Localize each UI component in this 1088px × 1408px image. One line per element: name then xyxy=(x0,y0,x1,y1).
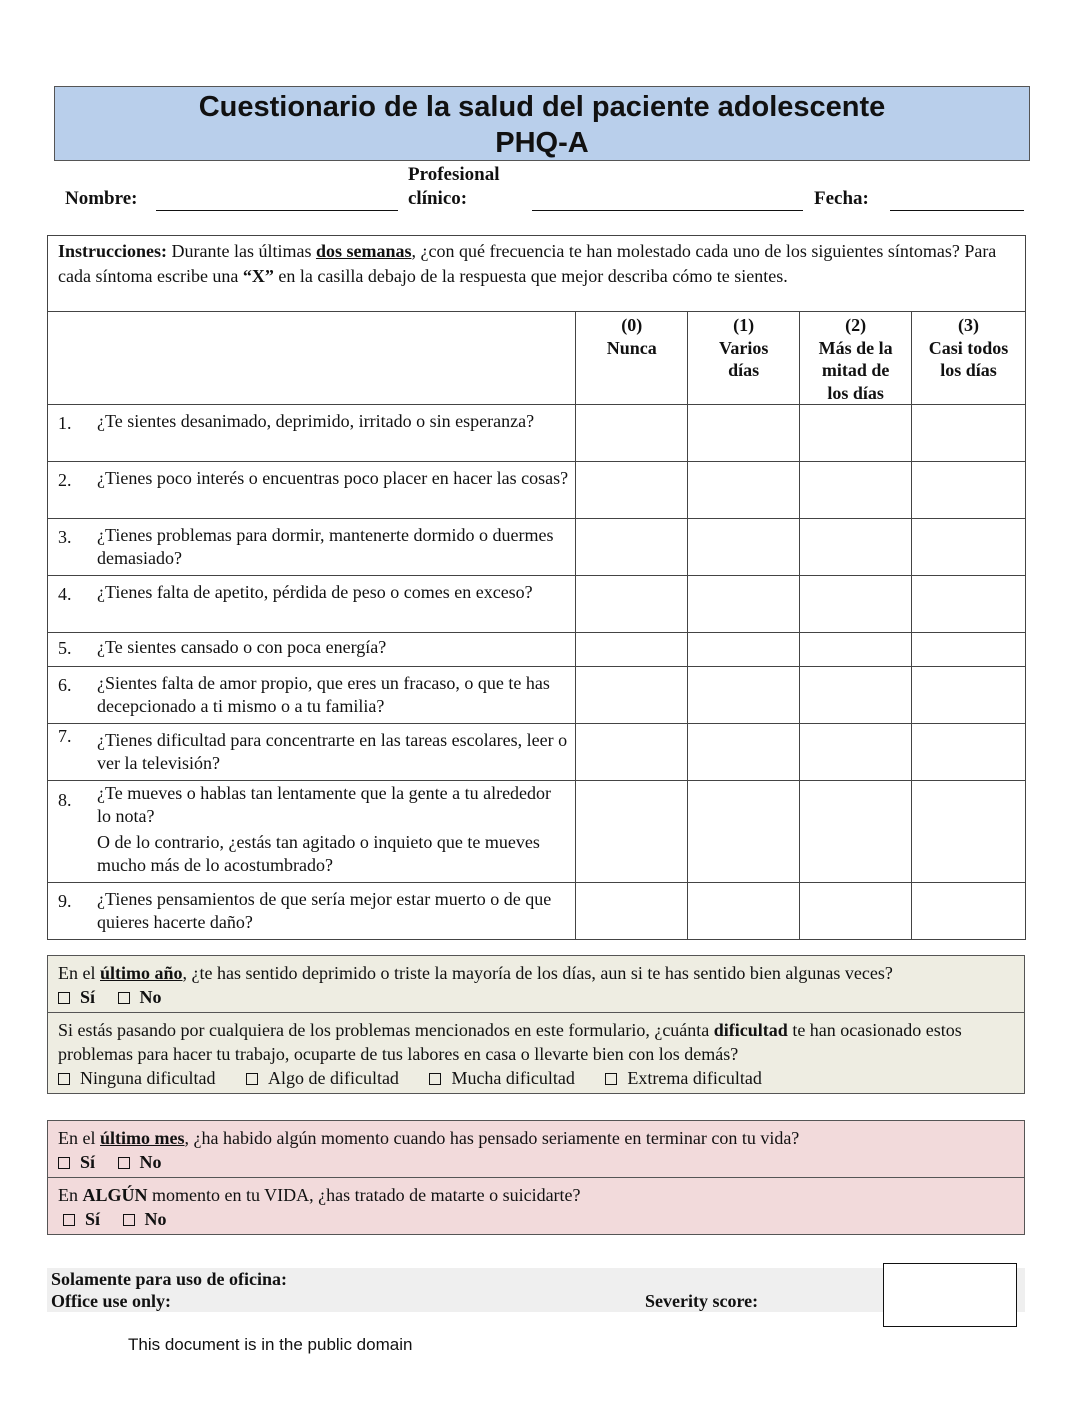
checkbox-icon xyxy=(58,1073,70,1085)
checkbox-icon xyxy=(429,1073,441,1085)
question-cell: 4. ¿Tienes falta de apetito, pérdida de peso o comes en exceso? xyxy=(48,576,576,633)
name-label: Nombre: xyxy=(65,188,138,209)
last-year-question: En el último año, ¿te has sentido deprimido o triste la mayoría de los días, aun si te has sentido bien algunas veces? Sí No xyxy=(58,963,893,1007)
last-year-yes-checkbox[interactable]: Sí xyxy=(58,985,95,1009)
answer-cell-q3-0[interactable] xyxy=(576,519,688,576)
x-mark: “X” xyxy=(242,265,274,286)
question-row xyxy=(48,462,1026,519)
difficulty-very-checkbox[interactable]: Mucha dificultad xyxy=(429,1066,574,1090)
office-use-label-en: Office use only: xyxy=(51,1291,171,1311)
column-header-row xyxy=(48,312,1026,405)
answer-cell-q6-0[interactable] xyxy=(576,667,688,724)
severity-score-label: Severity score: xyxy=(645,1291,759,1311)
patient-info-row xyxy=(54,162,1030,218)
answer-cell-q3-2[interactable] xyxy=(800,519,912,576)
answer-cell-q4-1[interactable] xyxy=(688,576,800,633)
suicide-risk-section xyxy=(47,1120,1025,1235)
name-field[interactable] xyxy=(156,210,398,211)
question-row xyxy=(48,883,1026,940)
clinician-field[interactable] xyxy=(532,210,803,211)
instructions: Instrucciones: Durante las últimas dos semanas, ¿con qué frecuencia te han molestado cada uno de los siguientes síntomas? Para cada síntoma escribe una “X” en la casilla debajo de la respuesta que mejor describa cómo te sientes. xyxy=(48,236,1026,312)
answer-cell-q8-3[interactable] xyxy=(912,781,1026,883)
checkbox-icon xyxy=(63,1214,75,1226)
question-row xyxy=(48,519,1026,576)
checkbox-icon xyxy=(118,1157,130,1169)
answer-cell-q3-3[interactable] xyxy=(912,519,1026,576)
answer-cell-q6-2[interactable] xyxy=(800,667,912,724)
answer-cell-q2-3[interactable] xyxy=(912,462,1026,519)
answer-cell-q9-0[interactable] xyxy=(576,883,688,940)
answer-cell-q7-2[interactable] xyxy=(800,724,912,781)
answer-cell-q3-1[interactable] xyxy=(688,519,800,576)
column-header-3: (3) Casi todos los días xyxy=(912,312,1026,405)
answer-cell-q7-0[interactable] xyxy=(576,724,688,781)
answer-cell-q8-1[interactable] xyxy=(688,781,800,883)
question-cell: 5. ¿Te sientes cansado o con poca energía? xyxy=(48,633,576,667)
additional-questions-section xyxy=(47,955,1025,1094)
answer-cell-q7-1[interactable] xyxy=(688,724,800,781)
difficulty-extreme-checkbox[interactable]: Extrema dificultad xyxy=(605,1066,761,1090)
checkbox-icon xyxy=(605,1073,617,1085)
office-use-label-es: Solamente para uso de oficina: xyxy=(51,1269,287,1289)
form-subtitle: PHQ-A xyxy=(495,127,589,159)
office-use-section xyxy=(47,1268,1025,1312)
checkbox-icon xyxy=(246,1073,258,1085)
last-month-yes-checkbox[interactable]: Sí xyxy=(58,1150,95,1174)
difficulty-question: Si estás pasando por cualquiera de los problemas mencionados en este formulario, ¿cuánta dificultad te han ocasionado estos problemas para hacer tu trabajo, ocuparte de tus labores en casa o llevarte bien con los demás? Ninguna dificultad Algo de dificultad Mucha dificultad Extrema dificultad xyxy=(48,1012,1024,1093)
answer-cell-q4-0[interactable] xyxy=(576,576,688,633)
instructions-label: Instrucciones: xyxy=(58,241,167,261)
answer-cell-q4-3[interactable] xyxy=(912,576,1026,633)
question-cell: 9. ¿Tienes pensamientos de que sería mejor estar muerto o de que quieres hacerte daño? xyxy=(48,883,576,940)
blank-header-cell xyxy=(48,312,576,405)
answer-cell-q9-2[interactable] xyxy=(800,883,912,940)
difficulty-none-checkbox[interactable]: Ninguna dificultad xyxy=(58,1066,215,1090)
question-cell: 6. ¿Sientes falta de amor propio, que eres un fracaso, o que te has decepcionado a ti mismo o a tu familia? xyxy=(48,667,576,724)
question-row xyxy=(48,576,1026,633)
answer-cell-q5-3[interactable] xyxy=(912,633,1026,667)
answer-cell-q7-3[interactable] xyxy=(912,724,1026,781)
answer-cell-q9-3[interactable] xyxy=(912,883,1026,940)
checkbox-icon xyxy=(118,992,130,1004)
answer-cell-q8-2[interactable] xyxy=(800,781,912,883)
question-row xyxy=(48,633,1026,667)
answer-cell-q1-3[interactable] xyxy=(912,405,1026,462)
answer-cell-q5-0[interactable] xyxy=(576,633,688,667)
question-row xyxy=(48,405,1026,462)
last-year-no-checkbox[interactable]: No xyxy=(118,985,162,1009)
column-header-0: (0) Nunca xyxy=(576,312,688,405)
answer-cell-q1-0[interactable] xyxy=(576,405,688,462)
checkbox-icon xyxy=(58,1157,70,1169)
question-cell: 2. ¿Tienes poco interés o encuentras poco placer en hacer las cosas? xyxy=(48,462,576,519)
answer-cell-q5-2[interactable] xyxy=(800,633,912,667)
answer-cell-q2-1[interactable] xyxy=(688,462,800,519)
difficulty-some-checkbox[interactable]: Algo de dificultad xyxy=(246,1066,399,1090)
clinician-label-line1: Profesional xyxy=(408,164,500,185)
answer-cell-q6-1[interactable] xyxy=(688,667,800,724)
instructions-emphasis: dos semanas xyxy=(315,241,412,261)
question-cell: 8. ¿Te mueves o hablas tan lentamente que la gente a tu alrededor lo nota? O de lo contrario, ¿estás tan agitado o inquieto que te mueves mucho más de lo acostumbrado? xyxy=(48,781,576,883)
form-title-banner xyxy=(54,86,1030,161)
last-month-question: En el último mes, ¿ha habido algún momento cuando has pensado seriamente en terminar con tu vida? Sí No xyxy=(58,1128,800,1172)
answer-cell-q2-0[interactable] xyxy=(576,462,688,519)
checkbox-icon xyxy=(123,1214,135,1226)
answer-cell-q9-1[interactable] xyxy=(688,883,800,940)
answer-cell-q6-3[interactable] xyxy=(912,667,1026,724)
answer-cell-q5-1[interactable] xyxy=(688,633,800,667)
answer-cell-q4-2[interactable] xyxy=(800,576,912,633)
column-header-1: (1) Varios días xyxy=(688,312,800,405)
date-label: Fecha: xyxy=(814,188,869,209)
answer-cell-q8-0[interactable] xyxy=(576,781,688,883)
question-cell: 1. ¿Te sientes desanimado, deprimido, irritado o sin esperanza? xyxy=(48,405,576,462)
public-domain-notice: This document is in the public domain xyxy=(128,1335,413,1354)
question-cell: 7. ¿Tienes dificultad para concentrarte en las tareas escolares, leer o ver la televisión? xyxy=(48,724,576,781)
lifetime-no-checkbox[interactable]: No xyxy=(123,1207,167,1231)
answer-cell-q1-1[interactable] xyxy=(688,405,800,462)
question-row xyxy=(48,667,1026,724)
clinician-label-line2: clínico: xyxy=(408,188,468,209)
question-row xyxy=(48,724,1026,781)
last-month-no-checkbox[interactable]: No xyxy=(118,1150,162,1174)
question-cell: 3. ¿Tienes problemas para dormir, mantenerte dormido o duermes demasiado? xyxy=(48,519,576,576)
lifetime-attempt-question: En ALGÚN momento en tu VIDA, ¿has tratado de matarte o suicidarte? Sí No xyxy=(48,1177,1024,1234)
column-header-2: (2) Más de la mitad de los días xyxy=(800,312,912,405)
severity-score-field[interactable] xyxy=(883,1263,1017,1327)
lifetime-yes-checkbox[interactable]: Sí xyxy=(63,1207,100,1231)
form-title: Cuestionario de la salud del paciente adolescente xyxy=(198,91,886,123)
checkbox-icon xyxy=(58,992,70,1004)
date-field[interactable] xyxy=(890,210,1024,211)
answer-cell-q2-2[interactable] xyxy=(800,462,912,519)
answer-cell-q1-2[interactable] xyxy=(800,405,912,462)
symptom-table xyxy=(47,235,1026,940)
question-row xyxy=(48,781,1026,883)
